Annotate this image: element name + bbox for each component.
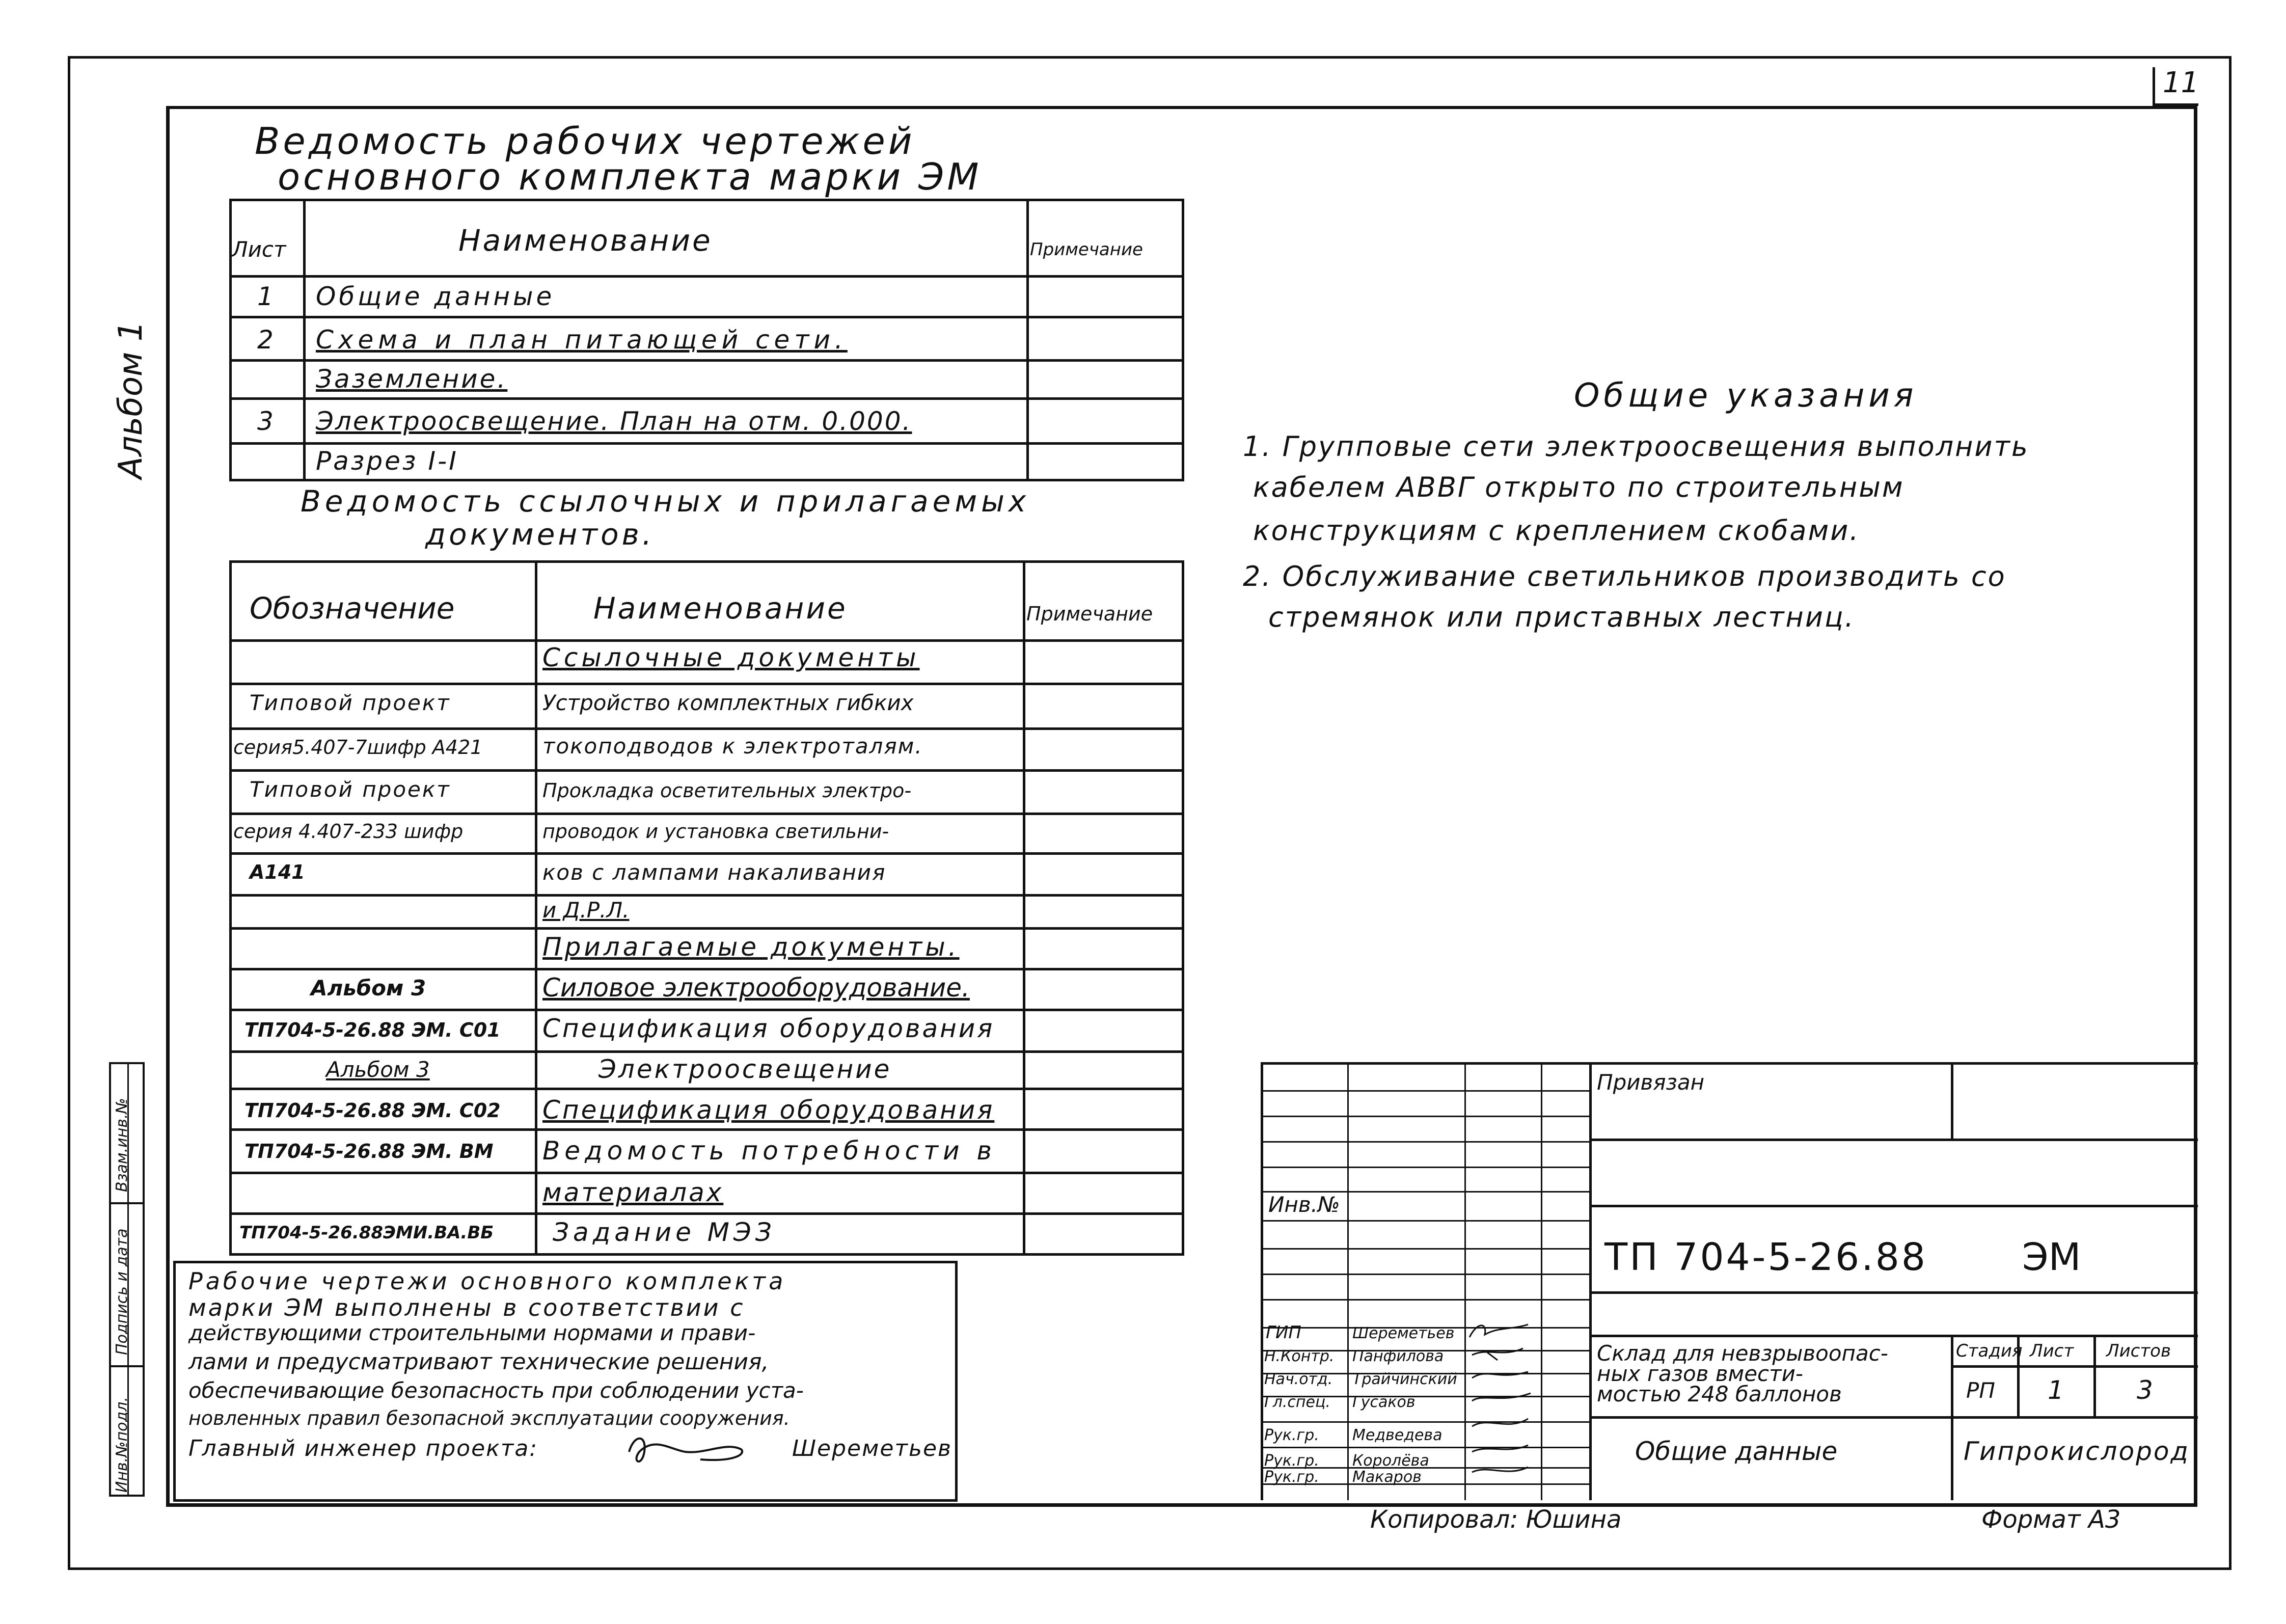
row-name: Задание МЭЗ (553, 1217, 776, 1247)
role-label: Рук.гр. (1264, 1452, 1319, 1470)
inv-label: Инв.№ (1268, 1192, 1340, 1217)
compliance-note-line: Главный инженер проекта: (188, 1436, 538, 1461)
title-block-rule (1261, 1447, 1589, 1448)
title-block-rule (1951, 1365, 2198, 1368)
row-designation: ТП704-5-26.88 ЭМ. ВМ (244, 1140, 494, 1162)
title-block-rule (1464, 1062, 1466, 1500)
row-name: Электроосвещение. План на отм. 0.000. (316, 407, 912, 436)
row-name: Прокладка осветительных электро- (542, 779, 912, 802)
header-sheet: Лист (232, 237, 286, 262)
row-name: Устройство комплектных гибких (542, 690, 914, 715)
role-label: Гл.спец. (1264, 1393, 1330, 1411)
side-stamp-rule (109, 1202, 145, 1204)
table-rule (229, 560, 1184, 563)
table-rule (229, 479, 1184, 481)
table-rule (229, 927, 1184, 930)
table-rule (229, 1050, 1184, 1053)
row-name: ков с лампами накаливания (542, 860, 886, 885)
compliance-note-line: новленных правил безопасной эксплуатации сооружения. (188, 1407, 790, 1429)
title-block-rule (1261, 1248, 1589, 1250)
table-rule (229, 560, 232, 1256)
doc-mark: ЭМ (2022, 1235, 2081, 1279)
header-name: Наименование (458, 223, 713, 258)
title-block-rule (1541, 1062, 1542, 1500)
title-block-rule (1261, 1062, 2198, 1065)
compliance-note-line: марки ЭМ выполнены в соответствии с (188, 1294, 745, 1321)
docs-list-title-line1: Ведомость ссылочных и прилагаемых (301, 484, 1030, 519)
role-name: Макаров (1352, 1468, 1422, 1486)
table-rule (229, 359, 1184, 362)
row-designation: ТП704-5-26.88 ЭМ. С02 (244, 1099, 501, 1122)
paper-format: Формат А3 (1981, 1505, 2121, 1534)
row-name: проводок и установка светильни- (542, 820, 889, 843)
table-rule (229, 199, 1184, 201)
table-rule (229, 1172, 1184, 1174)
organization: Гипрокислород (1964, 1437, 2190, 1466)
row-name: Ссылочные документы (542, 643, 920, 672)
role-name: Трайчинский (1352, 1370, 1457, 1388)
doc-code: ТП 704-5-26.88 (1604, 1235, 1927, 1279)
side-stamp-label: Взам.инв.№ (113, 1098, 131, 1192)
table-rule (229, 1253, 1184, 1256)
table-rule (229, 442, 1184, 445)
row-designation: ТП704-5-26.88 ЭМ. С01 (244, 1019, 501, 1041)
drawings-list-title-line2: основного комплекта марки ЭМ (278, 155, 982, 198)
row-designation: серия5.407-7шифр А421 (233, 736, 483, 759)
table-rule (229, 683, 1184, 685)
table-rule (229, 1212, 1184, 1215)
table-rule (229, 1009, 1184, 1011)
role-label: Рук.гр. (1264, 1468, 1319, 1486)
table-rule (229, 275, 1184, 278)
role-name: Гусаков (1352, 1393, 1416, 1411)
row-designation: А141 (250, 861, 305, 883)
title-block-rule (1589, 1291, 2198, 1294)
compliance-note-line: Рабочие чертежи основного комплекта (188, 1267, 786, 1295)
table-rule (1026, 199, 1029, 481)
title-block-rule (1347, 1062, 1349, 1500)
sheet-title: Общие данные (1635, 1437, 1838, 1466)
title-block-rule (1589, 1139, 2198, 1141)
row-sheet: 1 (257, 282, 274, 311)
compliance-note-line: действующими строительными нормами и прави- (188, 1320, 756, 1345)
table-rule (229, 852, 1184, 855)
row-name: Спецификация оборудования (542, 1014, 995, 1043)
row-designation: Альбом 3 (311, 976, 426, 1000)
title-block-rule (1589, 1205, 2198, 1207)
table-rule (535, 560, 537, 1256)
chief-engineer-signature (624, 1431, 751, 1472)
row-designation: серия 4.407-233 шифр (233, 820, 464, 843)
row-sheet: 3 (257, 407, 274, 436)
header-note: Примечание (1030, 239, 1143, 260)
side-stamp-label: Подпись и дата (113, 1228, 131, 1355)
row-name: и Д.Р.Л. (542, 898, 630, 923)
compliance-note-line: лами и предусматривают технические решения, (188, 1349, 769, 1375)
side-stamp-rule (109, 1365, 145, 1367)
copied-by: Копировал: Юшина (1370, 1505, 1622, 1534)
table-rule (229, 769, 1184, 772)
compliance-note-line: обеспечивающие безопасность при соблюдении уста- (188, 1378, 804, 1403)
general-note-line: конструкциям с креплением скобами. (1253, 515, 1860, 547)
role-label: Н.Контр. (1264, 1347, 1335, 1365)
role-label: ГИП (1266, 1322, 1301, 1343)
drawings-list-title-line1: Ведомость рабочих чертежей (255, 120, 915, 163)
sheet-value: 1 (2048, 1375, 2064, 1405)
row-name: Заземление. (316, 364, 508, 394)
sheet-header: Лист (2030, 1341, 2074, 1361)
page-number: 11 (2163, 66, 2199, 99)
object-name-line: ных газов вмести- (1597, 1361, 1804, 1386)
table-rule (229, 639, 1184, 642)
role-label: Нач.отд. (1264, 1370, 1333, 1388)
row-name: токоподводов к электроталям. (542, 734, 923, 759)
general-notes-title: Общие указания (1574, 377, 1918, 415)
role-name: Королёва (1352, 1452, 1429, 1470)
table-rule (229, 1088, 1184, 1090)
row-sheet: 2 (257, 325, 274, 355)
table-rule (229, 316, 1184, 318)
album-side-label: Альбом 1 (112, 320, 150, 479)
title-block-rule (1589, 1416, 2198, 1419)
title-block-rule (1261, 1141, 1589, 1143)
row-name: Силовое электрооборудование. (542, 973, 970, 1003)
row-name: материалах (542, 1178, 724, 1207)
table-rule (1182, 560, 1184, 1256)
header-designation: Обозначение (250, 591, 455, 626)
sheets-header: Листов (2106, 1341, 2171, 1361)
title-block-rule (1589, 1335, 2198, 1337)
side-stamp-label: Инв.№подл. (113, 1397, 131, 1493)
title-block-rule (1261, 1421, 1589, 1423)
row-name: Прилагаемые документы. (542, 932, 960, 962)
title-block-rule (1951, 1335, 1953, 1500)
title-block-rule (1261, 1299, 1589, 1301)
role-name: Шереметьев (1352, 1324, 1455, 1342)
stage-value: РП (1966, 1378, 1995, 1403)
table-rule (229, 968, 1184, 970)
general-note-line: стремянок или приставных лестниц. (1268, 601, 1855, 633)
docs-list-title-line2: документов. (425, 517, 655, 552)
approval-signatures (1467, 1317, 1538, 1490)
sheets-value: 3 (2137, 1375, 2153, 1405)
header-name: Наименование (593, 591, 848, 626)
general-note-line: кабелем АВВГ открыто по строительным (1253, 471, 1904, 503)
chief-engineer-name: Шереметьев (792, 1436, 952, 1461)
title-block-rule (1261, 1116, 1589, 1117)
row-name: Ведомость потребности в (542, 1136, 997, 1166)
title-block-rule (1261, 1090, 1589, 1092)
role-name: Панфилова (1352, 1347, 1444, 1365)
row-name: Разрез I-I (316, 446, 458, 476)
general-note-line: 2. Обслуживание светильников производить со (1243, 560, 2006, 592)
table-rule (1182, 199, 1184, 481)
title-block-rule (2093, 1335, 2096, 1416)
header-note: Примечание (1026, 603, 1153, 625)
table-rule (229, 813, 1184, 815)
row-name: Общие данные (316, 282, 555, 311)
table-rule (229, 1128, 1184, 1131)
row-designation: Альбом 3 (326, 1057, 430, 1082)
object-name-line: Склад для невзрывоопас- (1597, 1341, 1888, 1366)
row-designation: Типовой проект (250, 777, 451, 802)
row-name: Электроосвещение (598, 1054, 892, 1084)
title-block-rule (1589, 1062, 1592, 1500)
general-note-line: 1. Групповые сети электроосвещения выполнить (1243, 430, 2029, 463)
title-block-rule (1261, 1167, 1589, 1168)
table-rule (229, 397, 1184, 400)
stage-header: Стадия (1956, 1341, 2023, 1361)
bound-label: Привязан (1597, 1070, 1705, 1095)
row-name: Схема и план питающей сети. (316, 325, 848, 355)
table-rule (303, 199, 306, 481)
title-block-rule (1951, 1062, 1953, 1139)
role-label: Рук.гр. (1264, 1426, 1319, 1444)
row-designation: Типовой проект (250, 690, 451, 715)
title-block-rule (1261, 1274, 1589, 1275)
title-block-rule (1261, 1062, 1263, 1500)
table-rule (229, 727, 1184, 730)
role-name: Медведева (1352, 1426, 1443, 1444)
title-block-rule (1261, 1220, 1589, 1222)
table-rule (229, 894, 1184, 897)
row-designation: ТП704-5-26.88ЭМИ.ВА.ВБ (239, 1223, 494, 1243)
object-name-line: мостью 248 баллонов (1597, 1382, 1842, 1406)
table-rule (1023, 560, 1025, 1256)
row-name: Спецификация оборудования (542, 1095, 995, 1125)
